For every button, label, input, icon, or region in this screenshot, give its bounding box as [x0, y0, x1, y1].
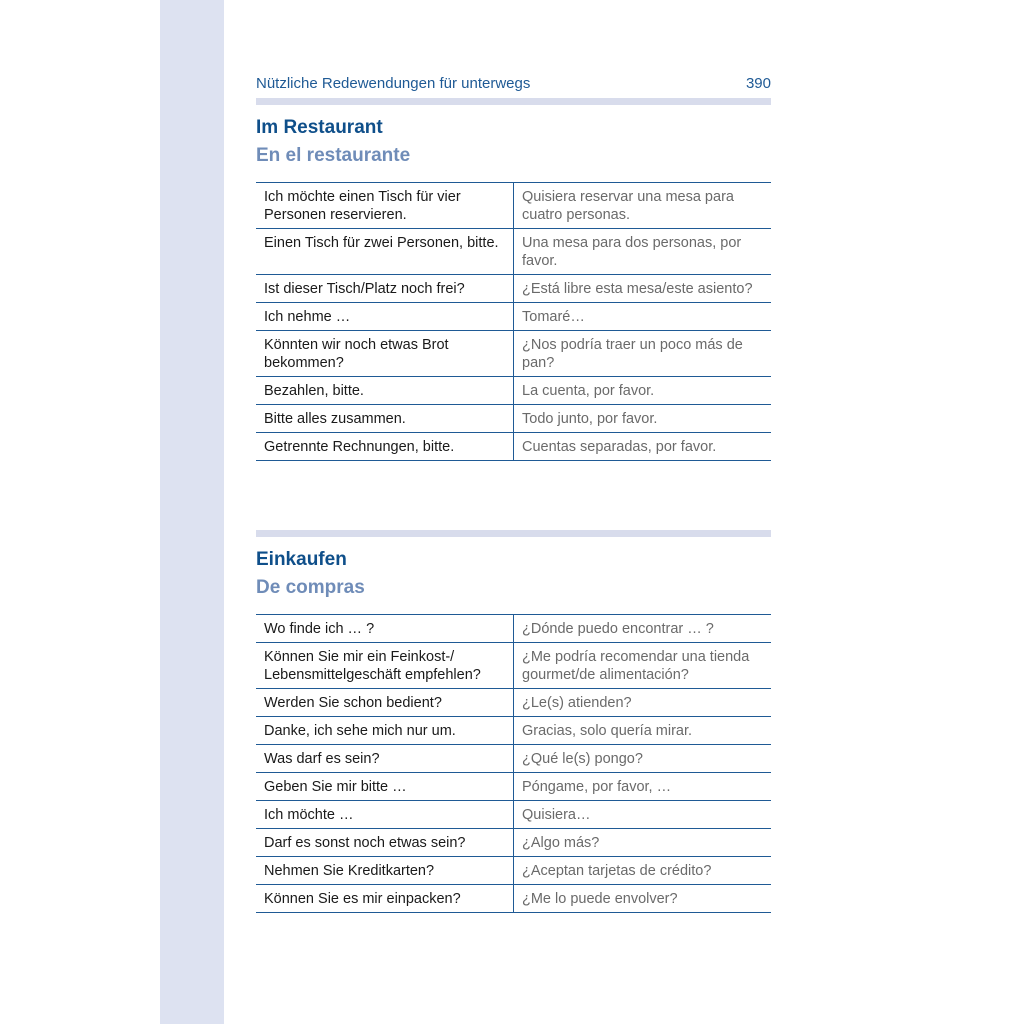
phrase-row: [256, 857, 771, 885]
phrase-row: [256, 801, 771, 829]
spanish-phrase: ¿Algo más?: [514, 829, 772, 857]
spanish-phrase: Una mesa para dos personas, por favor.: [514, 229, 772, 275]
spanish-phrase: ¿Me lo puede envolver?: [514, 885, 772, 913]
header-rule: [256, 98, 771, 105]
phrase-table-shopping: [256, 614, 771, 913]
phrase-table-restaurant: [256, 182, 771, 461]
german-phrase: Wo finde ich … ?: [256, 615, 514, 643]
spanish-phrase: ¿Está libre esta mesa/este asiento?: [514, 275, 772, 303]
spanish-phrase: Quisiera…: [514, 801, 772, 829]
phrase-row: [256, 773, 771, 801]
phrase-row: [256, 433, 771, 461]
german-phrase: Danke, ich sehe mich nur um.: [256, 717, 514, 745]
phrase-row: [256, 229, 771, 275]
running-title: Nützliche Redewendungen für unterwegs: [256, 75, 531, 92]
phrase-row: [256, 829, 771, 857]
spanish-phrase: ¿Nos podría traer un poco más de pan?: [514, 331, 772, 377]
spanish-phrase: Quisiera reservar una mesa para cuatro personas.: [514, 183, 772, 229]
german-phrase: Können Sie mir ein Feinkost-/ Lebensmittelgeschäft empfehlen?: [256, 643, 514, 689]
phrase-row: [256, 689, 771, 717]
phrase-row: [256, 275, 771, 303]
german-phrase: Bezahlen, bitte.: [256, 377, 514, 405]
spanish-phrase: Gracias, solo quería mirar.: [514, 717, 772, 745]
german-phrase: Geben Sie mir bitte …: [256, 773, 514, 801]
page-margin-strip: [160, 0, 224, 1024]
german-phrase: Könnten wir noch etwas Brot bekommen?: [256, 331, 514, 377]
phrase-row: [256, 183, 771, 229]
section-divider: [256, 530, 771, 537]
phrase-row: [256, 377, 771, 405]
german-phrase: Können Sie es mir einpacken?: [256, 885, 514, 913]
spanish-phrase: ¿Aceptan tarjetas de crédito?: [514, 857, 772, 885]
german-phrase: Ich nehme …: [256, 303, 514, 331]
german-phrase: Bitte alles zusammen.: [256, 405, 514, 433]
section-title-german: Im Restaurant: [256, 117, 383, 138]
phrase-row: [256, 885, 771, 913]
spanish-phrase: ¿Me podría recomendar una tienda gourmet/de alimentación?: [514, 643, 772, 689]
section-restaurant: [256, 114, 771, 461]
german-phrase: Darf es sonst noch etwas sein?: [256, 829, 514, 857]
running-header: [256, 74, 771, 94]
german-phrase: Werden Sie schon bedient?: [256, 689, 514, 717]
german-phrase: Nehmen Sie Kreditkarten?: [256, 857, 514, 885]
german-phrase: Ich möchte einen Tisch für vier Personen reservieren.: [256, 183, 514, 229]
spanish-phrase: Todo junto, por favor.: [514, 405, 772, 433]
phrase-row: [256, 405, 771, 433]
section-title-spanish: De compras: [256, 577, 365, 598]
spanish-phrase: ¿Qué le(s) pongo?: [514, 745, 772, 773]
spanish-phrase: Póngame, por favor, …: [514, 773, 772, 801]
german-phrase: Ich möchte …: [256, 801, 514, 829]
phrase-row: [256, 615, 771, 643]
spanish-phrase: La cuenta, por favor.: [514, 377, 772, 405]
section-title-spanish: En el restaurante: [256, 145, 411, 166]
phrase-row: [256, 303, 771, 331]
german-phrase: Getrennte Rechnungen, bitte.: [256, 433, 514, 461]
phrase-row: [256, 745, 771, 773]
german-phrase: Was darf es sein?: [256, 745, 514, 773]
german-phrase: Einen Tisch für zwei Personen, bitte.: [256, 229, 514, 275]
phrase-row: [256, 331, 771, 377]
phrase-row: [256, 717, 771, 745]
phrase-row: [256, 643, 771, 689]
section-title-german: Einkaufen: [256, 549, 347, 570]
spanish-phrase: Tomaré…: [514, 303, 772, 331]
page-number: 390: [745, 75, 771, 92]
german-phrase: Ist dieser Tisch/Platz noch frei?: [256, 275, 514, 303]
spanish-phrase: ¿Le(s) atienden?: [514, 689, 772, 717]
spanish-phrase: Cuentas separadas, por favor.: [514, 433, 772, 461]
section-shopping: [256, 546, 771, 913]
spanish-phrase: ¿Dónde puedo encontrar … ?: [514, 615, 772, 643]
